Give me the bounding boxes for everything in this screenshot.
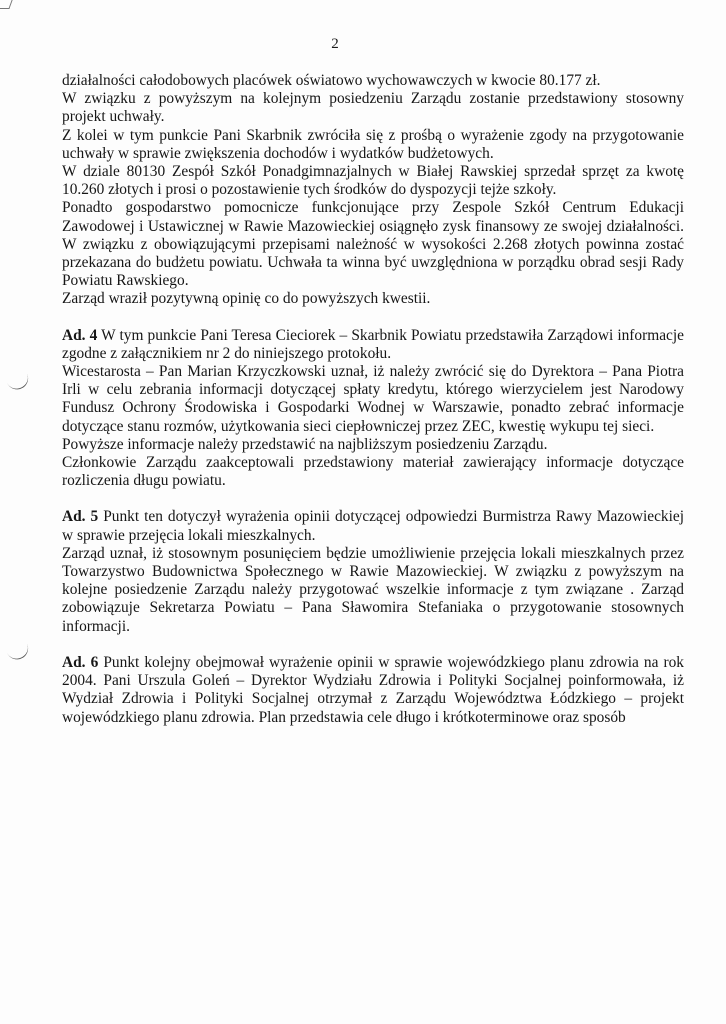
body-paragraph bbox=[62, 545, 684, 636]
paragraph-text: W związku z powyższym na kolejnym posiedzeniu Zarządu zostanie przedstawiony stosowny projekt uchwały. bbox=[62, 90, 684, 126]
paragraph-text: Punkt ten dotyczył wyrażenia opinii dotyczącej odpowiedzi Burmistrza Rawy Mazowieckiej w sprawie przejęcia lokali mieszkalnych. bbox=[62, 508, 684, 544]
body-paragraph bbox=[62, 363, 684, 436]
body-paragraph bbox=[62, 163, 684, 199]
paragraph-text: Zarząd uznał, iż stosownym posunięciem będzie umożliwienie przejęcia lokali mieszkalnych przez Towarzystwo Budownictwa Społecznego w Rawie Mazowieckiej. W związku z powyższym na kolejne posiedzenie Zarządu należy przygotować wszelkie informacje z tym związane . Zarząd zobowiązuje Sekretarza Powiatu – Pana Sławomira Stefaniaka o przygotowanie stosownych informacji. bbox=[62, 544, 684, 635]
paragraph-text: Wicestarosta – Pan Marian Krzyczkowski uznał, iż należy zwrócić się do Dyrektora – Pana Piotra Irli w celu zebrania informacji dotyczącej spłaty kredytu, którego wierzycielem jest Narodowy Fundusz Ochrony Środowiska i Gospodarki Wodnej w Warszawie, ponadto zebrać informacje dotyczące stanu rozmów, użytkowania sieci ciepłowniczej przez ZEC, kwestię wykupu tej sieci. bbox=[62, 363, 684, 435]
body-paragraph bbox=[62, 127, 684, 163]
body-paragraph bbox=[62, 436, 684, 454]
section-paragraph bbox=[62, 654, 684, 727]
body-paragraph bbox=[62, 454, 684, 490]
document-body bbox=[62, 72, 684, 727]
paragraph-text: W tym punkcie Pani Teresa Cieciorek – Skarbnik Powiatu przedstawiła Zarządowi informacje zgodne z załącznikiem nr 2 do niniejszego protokołu. bbox=[62, 326, 684, 362]
scan-corner-mark bbox=[0, 0, 13, 9]
section-heading: Ad. 5 bbox=[62, 508, 99, 526]
margin-tick-mark bbox=[6, 642, 31, 663]
body-paragraph bbox=[62, 199, 684, 290]
paragraph-text: działalności całodobowych placówek oświatowo wychowawczych w kwocie 80.177 zł. bbox=[62, 72, 601, 89]
margin-tick-mark bbox=[6, 372, 31, 393]
paragraph-text: Zarząd wraził pozytywną opinię co do powyższych kwestii. bbox=[62, 290, 431, 308]
paragraph-text: Powyższe informacje należy przedstawić na najbliższym posiedzeniu Zarządu. bbox=[62, 435, 548, 453]
section-paragraph bbox=[62, 327, 684, 363]
body-paragraph bbox=[62, 72, 684, 90]
section-paragraph bbox=[62, 508, 684, 544]
body-paragraph bbox=[62, 90, 684, 126]
paragraph-text: Z kolei w tym punkcie Pani Skarbnik zwróciła się z prośbą o wyrażenie zgody na przygotowanie uchwały w sprawie zwiększenia dochodów i wydatków budżetowych. bbox=[62, 126, 684, 162]
section-heading: Ad. 6 bbox=[62, 653, 99, 671]
paragraph-text: Członkowie Zarządu zaakceptowali przedstawiony materiał zawierający informacje dotyczące rozliczenia długu powiatu. bbox=[62, 454, 684, 490]
page-number: 2 bbox=[331, 36, 339, 52]
body-paragraph bbox=[62, 290, 684, 308]
paragraph-text: Punkt kolejny obejmował wyrażenie opinii w sprawie wojewódzkiego planu zdrowia na rok 2004. Pani Urszula Goleń – Dyrektor Wydziału Zdrowia i Polityki Socjalnej poinformowała, iż Wydział Zdrowia i Polityki Socjalnej otrzymał z Zarządu Województwa Łódzkiego – projekt wojewódzkiego planu zdrowia. Plan przedstawia cele długo i krótkoterminowe oraz sposób bbox=[62, 653, 684, 726]
paragraph-text: Ponadto gospodarstwo pomocnicze funkcjonujące przy Zespole Szkół Centrum Edukacji Zawodowej i Ustawicznej w Rawie Mazowieckiej osiągnęło zysk finansowy ze swojej działalności. W związku z obowiązującymi przepisami należność w wysokości 2.268 złotych powinna zostać przekazana do budżetu powiatu. Uchwała ta winna być uwzględniona w porządku obrad sesji Rady Powiatu Rawskiego. bbox=[62, 199, 684, 290]
section-heading: Ad. 4 bbox=[62, 326, 98, 344]
paragraph-text: W dziale 80130 Zespół Szkół Ponadgimnazjalnych w Białej Rawskiej sprzedał sprzęt za kwotę 10.260 złotych i prosi o pozostawienie tych środków do dyspozycji tejże szkoły. bbox=[62, 163, 684, 199]
